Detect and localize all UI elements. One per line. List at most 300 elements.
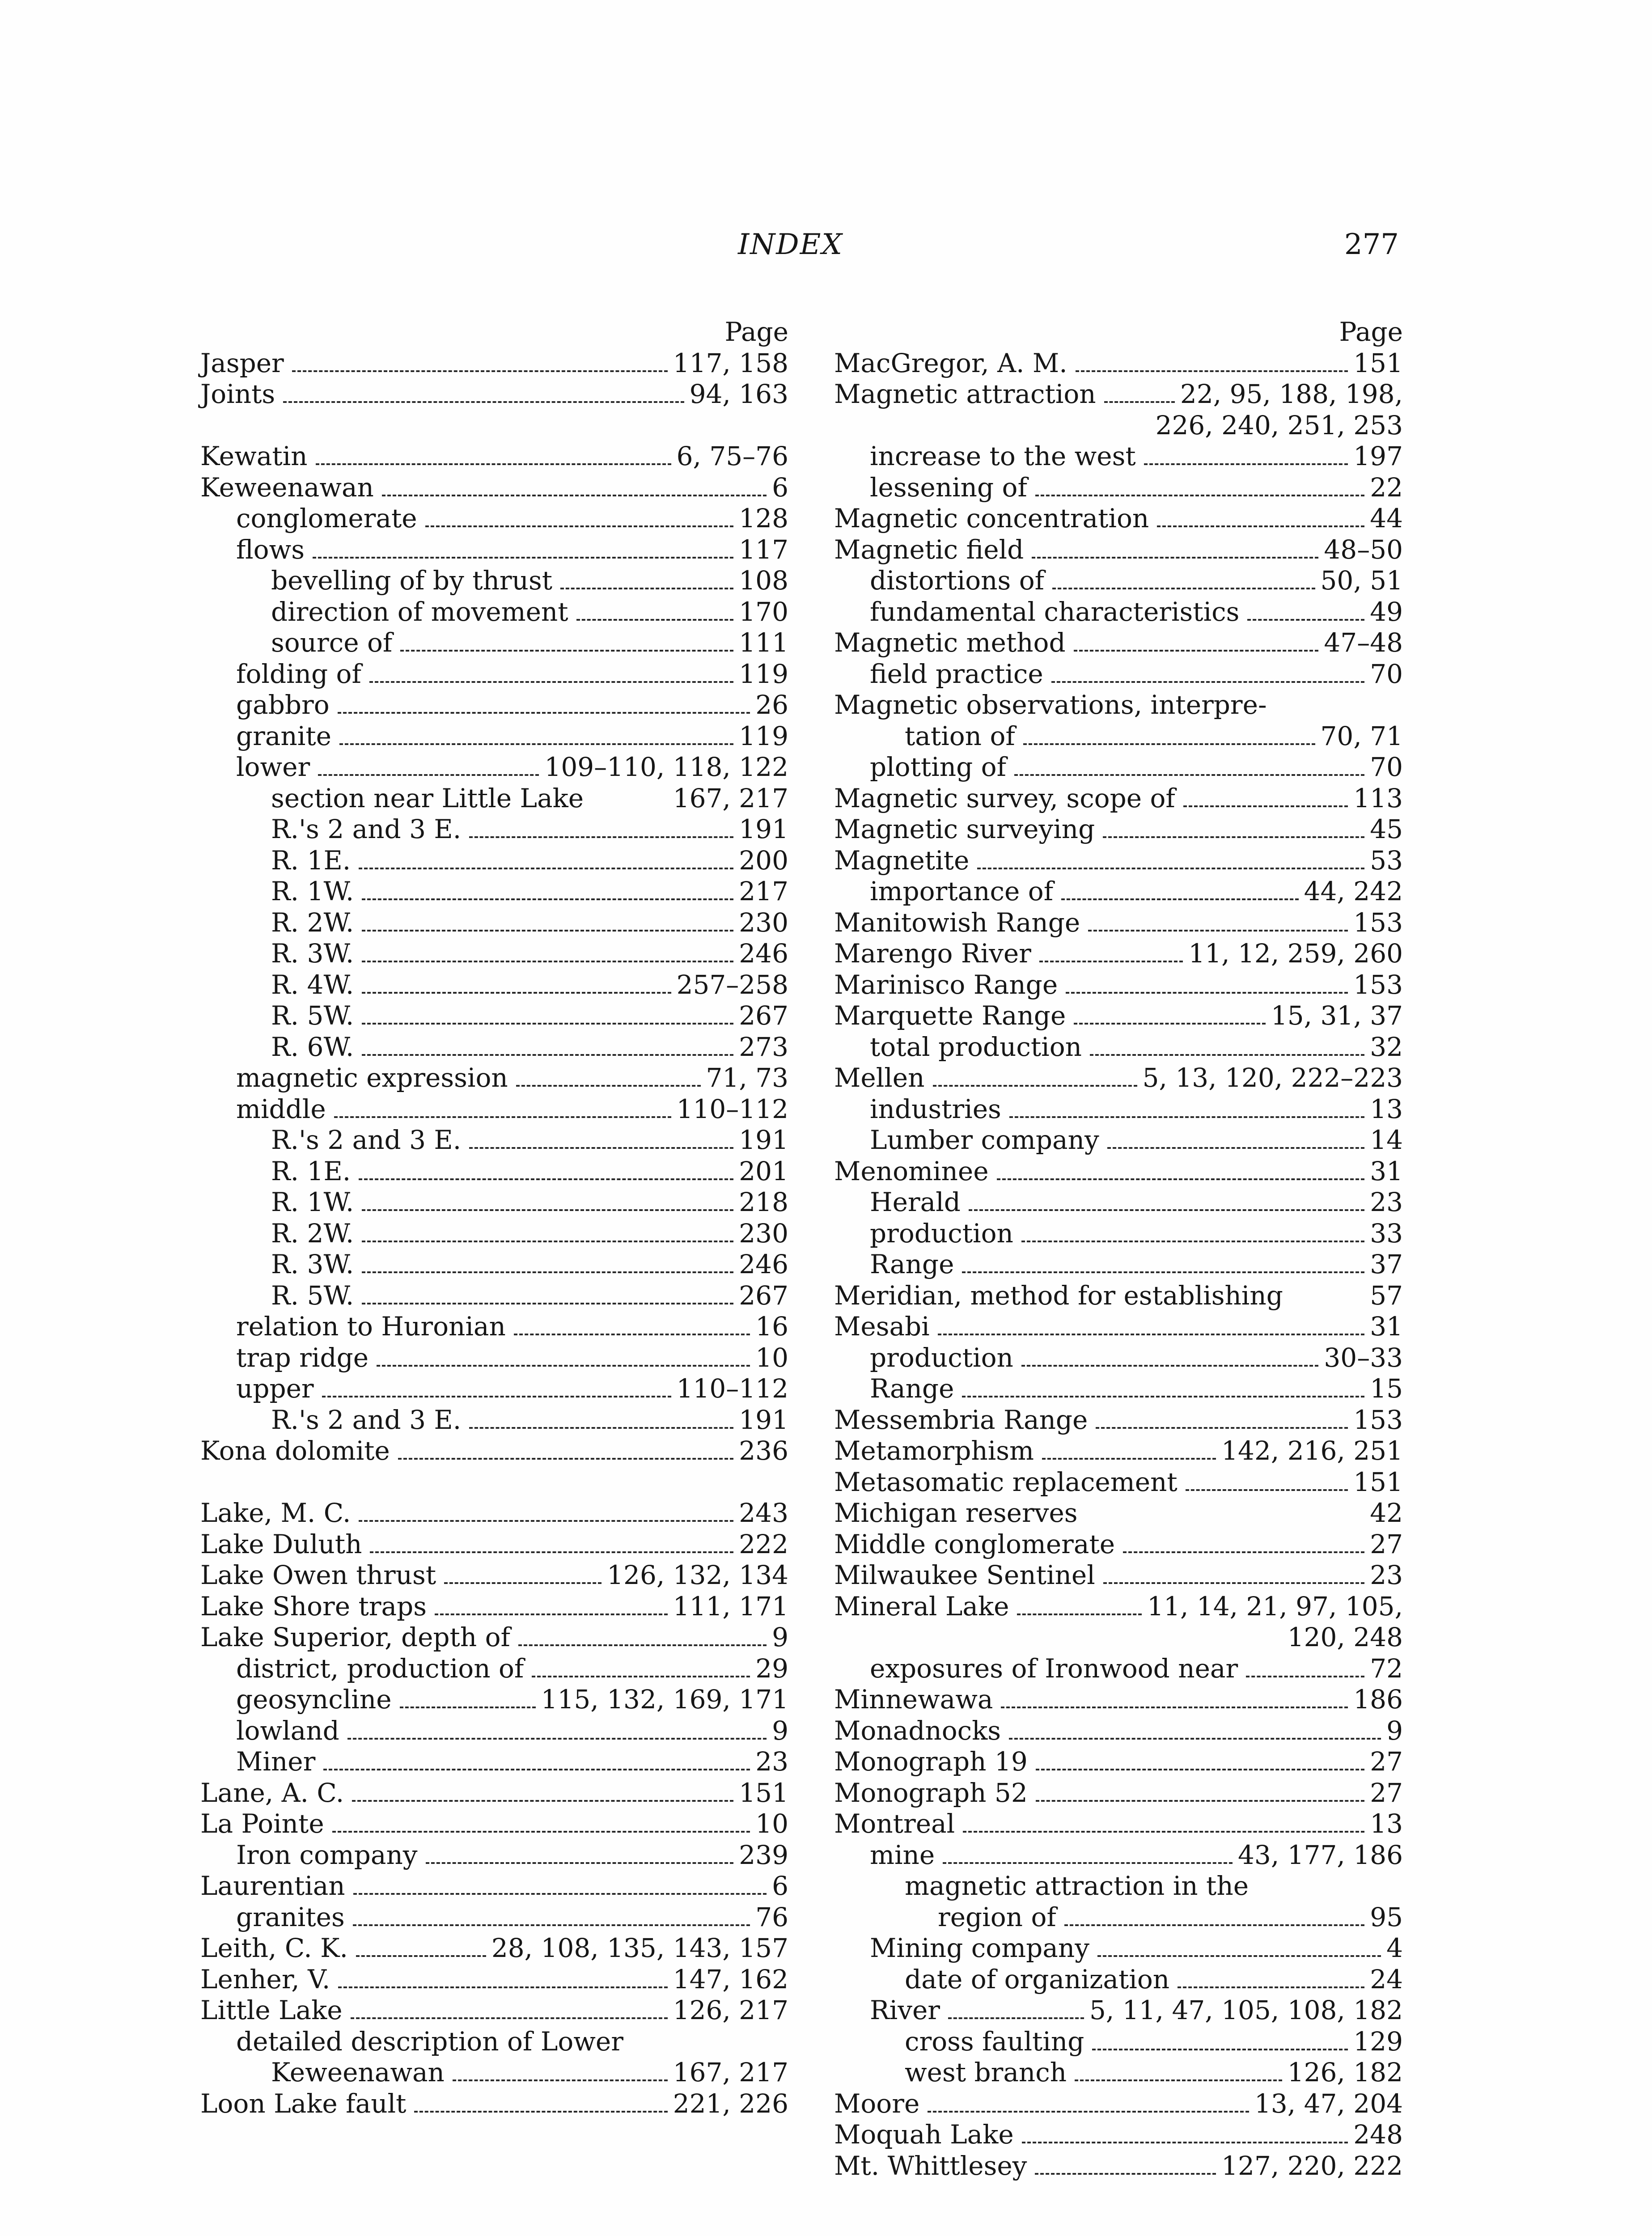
index-subentry — [834, 1995, 1403, 2026]
index-entry-pages: 31 — [1370, 1311, 1403, 1342]
dot-leader — [1186, 1489, 1348, 1491]
dot-leader — [1092, 2049, 1348, 2050]
index-entry-pages: 110–112 — [676, 1373, 788, 1404]
index-entry-term: R. 4W. — [271, 969, 354, 1000]
index-entry — [200, 1529, 788, 1560]
index-subentry — [200, 814, 788, 845]
index-entry-pages: 26 — [755, 690, 788, 720]
index-entry-term: west branch — [905, 2057, 1067, 2088]
dot-leader — [362, 1209, 733, 1211]
index-entry — [834, 1684, 1403, 1715]
index-entry — [834, 1063, 1403, 1094]
index-entry-term: granites — [236, 1901, 345, 1932]
dot-leader — [1097, 1955, 1381, 1957]
index-entry — [834, 1467, 1403, 1498]
index-subentry — [834, 2057, 1403, 2088]
index-entry-term: Little Lake — [200, 1995, 343, 2025]
index-entry-pages: 119 — [739, 720, 788, 751]
index-entry-pages: 24 — [1370, 1964, 1403, 1995]
index-subentry — [834, 597, 1403, 628]
index-entry-pages: 6, 75–76 — [676, 441, 788, 471]
index-entry-pages: 153 — [1353, 1404, 1403, 1435]
index-subentry — [200, 907, 788, 939]
index-entry-pages: 30–33 — [1324, 1342, 1403, 1373]
index-entry — [834, 1808, 1403, 1840]
index-entry — [200, 441, 788, 472]
dot-leader — [1090, 1054, 1364, 1056]
index-entry-pages: 9 — [772, 1715, 788, 1746]
index-entry-pages: 147, 162 — [673, 1964, 788, 1995]
index-entry — [834, 783, 1403, 814]
index-entry-term: R. 2W. — [271, 1218, 354, 1249]
dot-leader — [1001, 1707, 1348, 1708]
dot-leader — [1178, 1986, 1364, 1988]
dot-leader — [1076, 370, 1348, 372]
index-entry-term: region of — [938, 1901, 1056, 1932]
index-entry-term: increase to the west — [870, 441, 1136, 471]
index-entry-term: trap ridge — [236, 1342, 369, 1373]
index-entry-pages: 129 — [1353, 2026, 1403, 2057]
index-entry-term: section near Little Lake — [271, 783, 584, 813]
dot-leader — [1183, 805, 1348, 807]
index-subentry — [200, 1063, 788, 1094]
dot-leader — [1088, 930, 1348, 932]
index-entry-term: Keweenawan — [200, 472, 374, 503]
index-entry-pages: 236 — [739, 1436, 788, 1466]
index-entry-pages: 191 — [739, 1125, 788, 1155]
index-entry-pages: 94, 163 — [689, 379, 788, 409]
index-entry-pages: 200 — [739, 845, 788, 876]
index-subentry — [200, 1342, 788, 1374]
dot-leader — [377, 1365, 750, 1367]
index-entry-term: Jasper — [200, 347, 284, 378]
index-entry-term: Magnetic concentration — [834, 503, 1149, 534]
index-subentry — [834, 876, 1403, 907]
index-entry-term: Marinisco Range — [834, 969, 1058, 1000]
index-entry-pages: 23 — [1370, 1187, 1403, 1217]
index-entry-term: Metasomatic replacement — [834, 1466, 1178, 1497]
index-subentry — [200, 721, 788, 752]
index-entry-pages: 10 — [755, 1808, 788, 1839]
index-entry-term: Mt. Whittlesey — [834, 2150, 1027, 2181]
index-entry-term: R.'s 2 and 3 E. — [271, 1404, 462, 1435]
index-entry — [834, 503, 1403, 534]
dot-leader — [1035, 495, 1364, 496]
index-subentry — [200, 845, 788, 877]
dot-leader — [969, 1209, 1364, 1211]
index-entry-term: Moore — [834, 2088, 920, 2119]
page-column-heading — [834, 317, 1403, 348]
index-entry-pages: 218 — [739, 1187, 788, 1217]
index-entry — [834, 1311, 1403, 1342]
index-subentry — [200, 534, 788, 566]
index-entry-pages: 126, 182 — [1287, 2057, 1403, 2088]
index-entry — [834, 1591, 1403, 1622]
index-entry-term: Kona dolomite — [200, 1436, 390, 1466]
dot-leader — [362, 961, 733, 962]
dot-leader — [1075, 2079, 1282, 2081]
dot-leader — [1104, 401, 1175, 403]
index-entry-pages: 151 — [1353, 1466, 1403, 1497]
index-entry-pages: 16 — [755, 1311, 788, 1342]
index-entry-term: R. 6W. — [271, 1031, 354, 1062]
index-entry — [834, 2088, 1403, 2120]
index-entry-pages: 243 — [739, 1498, 788, 1528]
index-entry-pages: 109–110, 118, 122 — [544, 752, 788, 782]
dot-leader — [1017, 1613, 1142, 1615]
index-entry — [834, 1156, 1403, 1187]
index-entry — [200, 1933, 788, 1964]
index-entry-term: plotting of — [870, 752, 1007, 782]
index-entry-pages: 127, 220, 222 — [1221, 2150, 1403, 2181]
index-entry-term: importance of — [870, 876, 1054, 906]
dot-leader — [362, 930, 733, 932]
index-entry — [834, 814, 1403, 845]
index-entry-pages: 31 — [1370, 1156, 1403, 1186]
index-entry-term: folding of — [236, 658, 361, 689]
index-entry-pages: 167, 217 — [673, 2057, 788, 2088]
index-entry-term: R.'s 2 and 3 E. — [271, 814, 462, 844]
index-entry-pages: 230 — [739, 907, 788, 938]
index-entry-pages: 22 — [1370, 472, 1403, 503]
index-entry-term: district, production of — [236, 1653, 524, 1684]
index-entry — [834, 2151, 1403, 2182]
dot-leader — [316, 463, 671, 465]
index-entry-term: Menominee — [834, 1156, 989, 1186]
index-entry-term: R. 3W. — [271, 1249, 354, 1279]
index-entry-term: Lane, A. C. — [200, 1777, 344, 1808]
dot-leader — [444, 1582, 601, 1584]
dot-leader — [359, 868, 733, 869]
index-entry-pages: 13 — [1370, 1808, 1403, 1839]
index-entry-term: direction of movement — [271, 596, 568, 627]
index-entry-pages: 42 — [1370, 1498, 1403, 1528]
index-entry-pages: 111 — [739, 627, 788, 658]
index-subentry — [200, 1902, 788, 1933]
index-entry-term: total production — [870, 1031, 1082, 1062]
dot-leader — [469, 1147, 733, 1149]
index-entry-pages: 45 — [1370, 814, 1403, 844]
index-entry-pages: 47–48 — [1324, 627, 1403, 658]
dot-leader — [1036, 1800, 1364, 1802]
dot-leader — [514, 1334, 750, 1335]
index-entry-pages: 4 — [1386, 1933, 1403, 1963]
index-subentry — [834, 1218, 1403, 1249]
dot-leader — [398, 1458, 734, 1460]
index-subentry — [200, 2026, 788, 2058]
dot-leader — [1014, 774, 1364, 776]
index-subentry — [200, 783, 788, 814]
dot-leader — [1074, 1023, 1266, 1025]
index-entry-term: Laurentian — [200, 1871, 345, 1901]
index-entry-pages: 120, 248 — [1287, 1622, 1403, 1652]
index-entry-pages: 53 — [1370, 845, 1403, 876]
dot-leader — [359, 1520, 733, 1522]
index-entry-pages: 153 — [1353, 907, 1403, 938]
index-entry — [834, 1778, 1403, 1809]
dot-leader — [283, 401, 684, 403]
index-entry-pages: 22, 95, 188, 198, — [1180, 379, 1403, 409]
dot-leader — [1036, 1769, 1364, 1770]
index-subentry — [834, 441, 1403, 472]
index-entry — [834, 534, 1403, 566]
dot-leader — [1035, 2173, 1216, 2175]
index-entry — [200, 1560, 788, 1591]
index-entry — [834, 379, 1403, 410]
index-entry — [200, 1871, 788, 1902]
dot-leader — [518, 1644, 767, 1646]
index-entry — [834, 1405, 1403, 1436]
index-entry-term: Marquette Range — [834, 1000, 1066, 1031]
index-entry-pages: 113 — [1353, 783, 1403, 813]
index-entry-term: R. 5W. — [271, 1000, 354, 1031]
index-column-right — [834, 317, 1403, 2181]
index-entry-term: production — [870, 1342, 1013, 1373]
index-entry-term: Joints — [200, 379, 275, 409]
index-entry-pages: 197 — [1353, 441, 1403, 471]
dot-leader — [362, 992, 671, 994]
index-entry-pages: 221, 226 — [673, 2088, 788, 2119]
index-entry-term: R. 2W. — [271, 907, 354, 938]
index-subentry — [200, 1715, 788, 1747]
index-entry-term: middle — [236, 1093, 326, 1124]
index-entry — [834, 690, 1403, 721]
index-entry-pages: 11, 12, 259, 260 — [1188, 938, 1403, 969]
index-entry-pages: 230 — [739, 1218, 788, 1249]
index-entry — [200, 1995, 788, 2026]
dot-leader — [1022, 2142, 1348, 2143]
index-entry-term: Monadnocks — [834, 1715, 1001, 1746]
index-entry-pages: 191 — [739, 1404, 788, 1435]
index-entry-term: Magnetic survey, scope of — [834, 783, 1175, 813]
index-entry-pages: 142, 216, 251 — [1221, 1436, 1403, 1466]
dot-leader — [323, 1769, 750, 1770]
index-entry-term: Messembria Range — [834, 1404, 1088, 1435]
index-entry-term: cross faulting — [905, 2026, 1084, 2057]
index-entry — [200, 1622, 788, 1653]
index-entry-term: date of organization — [905, 1964, 1170, 1995]
dot-leader — [1074, 650, 1319, 652]
index-entry-term: field practice — [870, 658, 1043, 689]
dot-leader — [362, 1054, 733, 1056]
index-entry-term: R. 3W. — [271, 938, 354, 969]
index-entry-term: La Pointe — [200, 1808, 324, 1839]
index-entry-term: Magnetite — [834, 845, 970, 876]
index-entry-pages: 248 — [1353, 2119, 1403, 2150]
index-entry-pages: 27 — [1370, 1746, 1403, 1777]
index-entry-pages: 57 — [1370, 1280, 1403, 1311]
index-entry-term: gabbro — [236, 690, 330, 720]
index-entry-term: Lake Owen thrust — [200, 1560, 436, 1590]
index-entry-term: fundamental characteristics — [870, 596, 1240, 627]
index-entry-term: industries — [870, 1093, 1001, 1124]
index-entry-pages: 70 — [1370, 658, 1403, 689]
index-entry-continuation — [834, 410, 1403, 441]
index-entry-term: Manitowish Range — [834, 907, 1080, 938]
index-entry-pages: 49 — [1370, 596, 1403, 627]
index-entry-term: flows — [236, 534, 305, 565]
dot-leader — [369, 681, 733, 683]
index-entry-term: R. 5W. — [271, 1280, 354, 1311]
index-subentry — [200, 1032, 788, 1063]
dot-leader — [532, 1676, 750, 1677]
index-entry — [834, 1529, 1403, 1560]
index-entry-term: Montreal — [834, 1808, 955, 1839]
index-entry-term: Range — [870, 1373, 954, 1404]
index-entry-term: Metamorphism — [834, 1436, 1034, 1466]
index-entry-term: detailed description of Lower — [236, 2026, 623, 2057]
index-entry-pages: 43, 177, 186 — [1238, 1839, 1403, 1870]
index-entry — [834, 1560, 1403, 1591]
index-entry-term: MacGregor, A. M. — [834, 347, 1067, 378]
index-entry-term: magnetic expression — [236, 1063, 508, 1093]
index-entry-pages: 14 — [1370, 1125, 1403, 1155]
index-entry-pages: 226, 240, 251, 253 — [1155, 410, 1403, 440]
dot-leader — [435, 1613, 668, 1615]
index-subentry — [200, 1094, 788, 1125]
index-entry-term: bevelling of by thrust — [271, 565, 553, 596]
index-subentry — [834, 1653, 1403, 1685]
index-entry-term: production — [870, 1218, 1013, 1249]
index-entry-term: Minnewawa — [834, 1684, 993, 1715]
dot-leader — [962, 1271, 1364, 1273]
index-subentry — [200, 1218, 788, 1249]
page-title: INDEX — [738, 228, 843, 261]
dot-leader — [370, 1551, 733, 1553]
dot-leader — [362, 1271, 733, 1273]
index-subentry — [200, 1249, 788, 1280]
index-entry — [834, 938, 1403, 970]
dot-leader — [997, 1178, 1365, 1180]
dot-leader — [1021, 1241, 1364, 1242]
index-subentry — [834, 1871, 1403, 1902]
dot-leader — [338, 1986, 667, 1988]
index-entry-term: lowland — [236, 1715, 339, 1746]
index-subentry — [200, 1280, 788, 1312]
index-entry-term: distortions of — [870, 565, 1045, 596]
index-entry-term: Monograph 52 — [834, 1777, 1028, 1808]
index-entry-term: Mineral Lake — [834, 1591, 1009, 1622]
index-entry — [834, 2119, 1403, 2151]
page-heading-label: Page — [724, 317, 788, 347]
index-entry-term: granite — [236, 720, 331, 751]
index-subentry — [200, 565, 788, 597]
dot-leader — [322, 1396, 671, 1398]
index-entry-term: Magnetic method — [834, 627, 1066, 658]
index-entry-term: Magnetic attraction — [834, 379, 1096, 409]
index-entry-pages: 126, 132, 134 — [607, 1560, 788, 1590]
index-entry-pages: 32 — [1370, 1031, 1403, 1062]
index-entry-pages: 246 — [739, 1249, 788, 1279]
index-subentry — [200, 503, 788, 534]
index-entry-term: magnetic attraction in the — [905, 1871, 1249, 1901]
index-entry-pages: 10 — [755, 1342, 788, 1373]
index-entry — [834, 1715, 1403, 1747]
index-entry-term: tation of — [905, 720, 1015, 751]
index-entry-term: Michigan reserves — [834, 1498, 1078, 1528]
dot-leader — [1066, 992, 1348, 994]
index-subentry — [834, 1187, 1403, 1218]
page-heading-label: Page — [1339, 317, 1403, 347]
dot-leader — [928, 2111, 1249, 2113]
index-entry-pages: 28, 108, 135, 143, 157 — [491, 1933, 788, 1963]
index-entry-pages: 267 — [739, 1280, 788, 1311]
index-subentry — [200, 1156, 788, 1187]
index-entry-term: geosyncline — [236, 1684, 392, 1715]
index-entry-term: Mining company — [870, 1933, 1089, 1963]
index-entry-term: Herald — [870, 1187, 961, 1217]
index-entry-term: Iron company — [236, 1839, 418, 1870]
index-entry-term: lower — [236, 752, 310, 782]
index-entry-term: Milwaukee Sentinel — [834, 1560, 1095, 1590]
dot-leader — [1032, 557, 1318, 559]
dot-leader — [359, 1178, 733, 1180]
index-subentry — [200, 1405, 788, 1436]
index-entry-pages: 70, 71 — [1320, 720, 1403, 751]
dot-leader — [362, 1241, 733, 1242]
dot-leader — [426, 1862, 734, 1864]
index-subentry — [200, 659, 788, 690]
index-entry-term: Lake, M. C. — [200, 1498, 351, 1528]
index-entry-continuation — [834, 1622, 1403, 1653]
index-entry — [834, 1498, 1403, 1529]
dot-leader — [362, 1023, 733, 1025]
index-entry-pages: 153 — [1353, 969, 1403, 1000]
index-entry-term: Mellen — [834, 1063, 925, 1093]
index-entry-pages: 273 — [739, 1031, 788, 1062]
dot-leader — [400, 1707, 536, 1708]
index-entry-pages: 246 — [739, 938, 788, 969]
index-entry — [200, 1436, 788, 1467]
page-number: 277 — [1344, 228, 1399, 261]
index-subentry — [200, 970, 788, 1001]
index-subentry — [834, 1933, 1403, 1964]
index-entry-pages: 29 — [755, 1653, 788, 1684]
dot-leader — [948, 2017, 1084, 2019]
index-entry-term: conglomerate — [236, 503, 417, 534]
index-entry-term: Lake Superior, depth of — [200, 1622, 511, 1652]
index-entry-pages: 44, 242 — [1304, 876, 1403, 906]
running-head — [0, 228, 1652, 268]
dot-leader — [356, 1955, 486, 1957]
index-entry-term: Magnetic surveying — [834, 814, 1095, 844]
dot-leader — [1009, 1116, 1364, 1118]
index-subentry — [834, 1032, 1403, 1063]
dot-leader — [1064, 1924, 1364, 1926]
index-subentry — [834, 1249, 1403, 1280]
index-entry-pages: 186 — [1353, 1684, 1403, 1715]
index-entry — [200, 472, 788, 504]
dot-leader — [1023, 743, 1315, 745]
index-subentry — [200, 1684, 788, 1715]
dot-leader — [977, 868, 1364, 869]
index-subentry — [834, 1342, 1403, 1374]
index-entry-pages: 239 — [739, 1839, 788, 1870]
index-subentry — [834, 1094, 1403, 1125]
index-entry-pages: 48–50 — [1324, 534, 1403, 565]
index-subentry — [834, 1125, 1403, 1156]
index-entry-pages: 6 — [772, 1871, 788, 1901]
dot-leader — [1021, 1365, 1319, 1367]
dot-leader — [453, 2079, 668, 2081]
index-entry — [200, 1591, 788, 1622]
dot-leader — [347, 1738, 767, 1740]
index-entry — [834, 1000, 1403, 1032]
index-entry-pages: 110–112 — [676, 1093, 788, 1124]
index-subentry — [200, 876, 788, 907]
index-entry-pages: 117, 158 — [673, 347, 788, 378]
index-entry-pages: 222 — [739, 1529, 788, 1559]
